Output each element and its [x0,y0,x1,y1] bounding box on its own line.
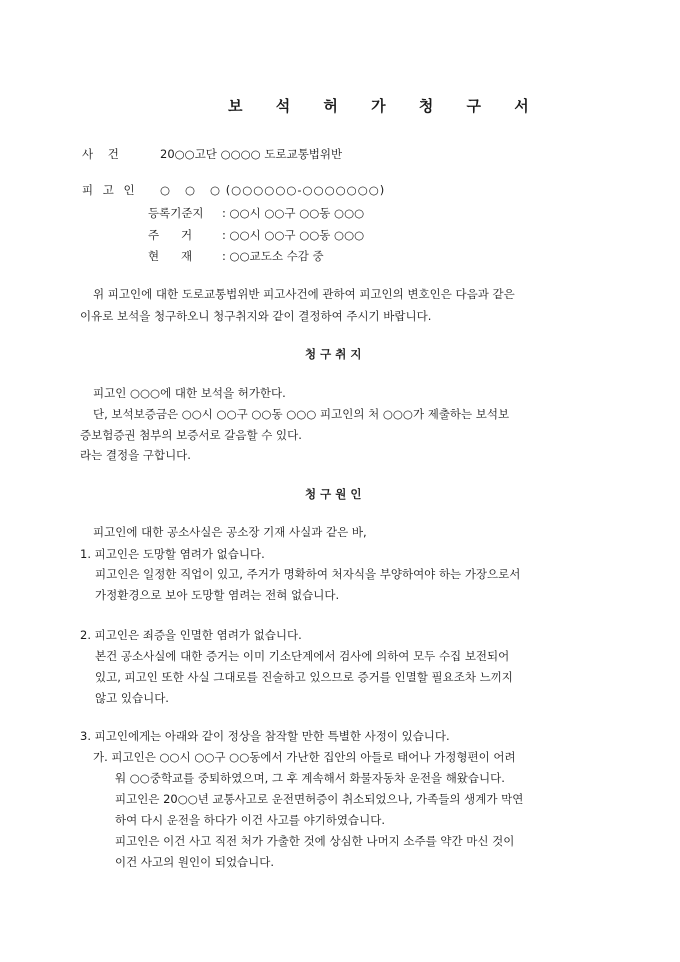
reason-2-line-2: 있고, 피고인 또한 사실 그대로를 진술하고 있으므로 증거를 인멸할 필요조차 느끼지 [95,670,513,684]
reason-3a-line-6: 이건 사고의 원인이 되었습니다. [115,855,275,869]
reason-3a-line-4: 하여 다시 운전을 하다가 이건 사고를 야기하였습니다. [115,813,385,827]
purpose-line-2: 단, 보석보증금은 ○○시 ○○구 ○○동 ○○○ 피고인의 처 ○○○가 제출하는 보석보 [93,407,510,421]
case-label: 사 건 [82,147,119,161]
current-location-label: 현 재 [148,249,193,263]
current-location-value: : ○○교도소 수감 중 [222,249,324,263]
reason-2-line-1: 본건 공소사실에 대한 증거는 이미 기소단계에서 검사에 의하여 모두 수집 보전되어 [95,649,510,663]
reason-3a-line-5: 피고인은 이건 사고 직전 처가 가출한 것에 상심한 나머지 소주를 약간 마신 것이 [115,834,515,848]
reason-1-title: 1. 피고인은 도망할 염려가 없습니다. [80,547,265,561]
reason-1-line-1: 피고인은 일정한 직업이 있고, 주거가 명확하여 처자식을 부양하여야 하는 가장으로서 [95,567,521,581]
reasons-heading: 청구원인 [305,487,366,501]
case-value: 20○○고단 ○○○○ 도로교통법위반 [160,147,343,161]
registered-domicile-value: : ○○시 ○○구 ○○동 ○○○ [222,206,365,220]
document-title: 보 석 허 가 청 구 서 [228,97,543,115]
purpose-line-1: 피고인 ○○○에 대한 보석을 허가한다. [93,386,286,400]
intro-line-2: 이유로 보석을 청구하오니 청구취지와 같이 결정하여 주시기 바랍니다. [80,309,432,323]
purpose-line-4: 라는 결정을 구합니다. [80,448,191,462]
purpose-line-3: 증보험증권 첨부의 보증서로 갈음할 수 있다. [80,428,302,442]
purpose-heading: 청구취지 [305,347,366,361]
reason-3-title: 3. 피고인에게는 아래와 같이 정상을 참작할 만한 특별한 사정이 있습니다. [80,729,450,743]
reason-3a-line-2: 워 ○○중학교를 중퇴하였으며, 그 후 계속해서 화물자동차 운전을 해왔습니다. [115,771,505,785]
reason-1-line-2: 가정환경으로 보아 도망할 염려는 전혀 없습니다. [95,588,340,602]
reason-2-line-3: 않고 있습니다. [95,691,169,705]
reason-3a-line-1: 가. 피고인은 ○○시 ○○구 ○○동에서 가난한 집안의 아들로 태어나 가정형편이 어려 [93,750,516,764]
reason-3a-line-3: 피고인은 20○○년 교통사고로 운전면허증이 취소되었으나, 가족들의 생계가 막연 [115,792,524,806]
intro-line-1: 위 피고인에 대한 도로교통법위반 피고사건에 관하여 피고인의 변호인은 다음과 같은 [93,287,515,301]
registered-domicile-label: 등록기준지 [148,206,204,220]
defendant-label: 피 고 인 [82,183,138,197]
reason-2-title: 2. 피고인은 죄증을 인멸한 염려가 없습니다. [80,628,302,642]
address-value: : ○○시 ○○구 ○○동 ○○○ [222,228,365,242]
address-label: 주 거 [148,228,193,242]
defendant-name: ○ ○ ○ (○○○○○○-○○○○○○○) [160,183,386,197]
reasons-intro: 피고인에 대한 공소사실은 공소장 기재 사실과 같은 바, [93,525,367,539]
